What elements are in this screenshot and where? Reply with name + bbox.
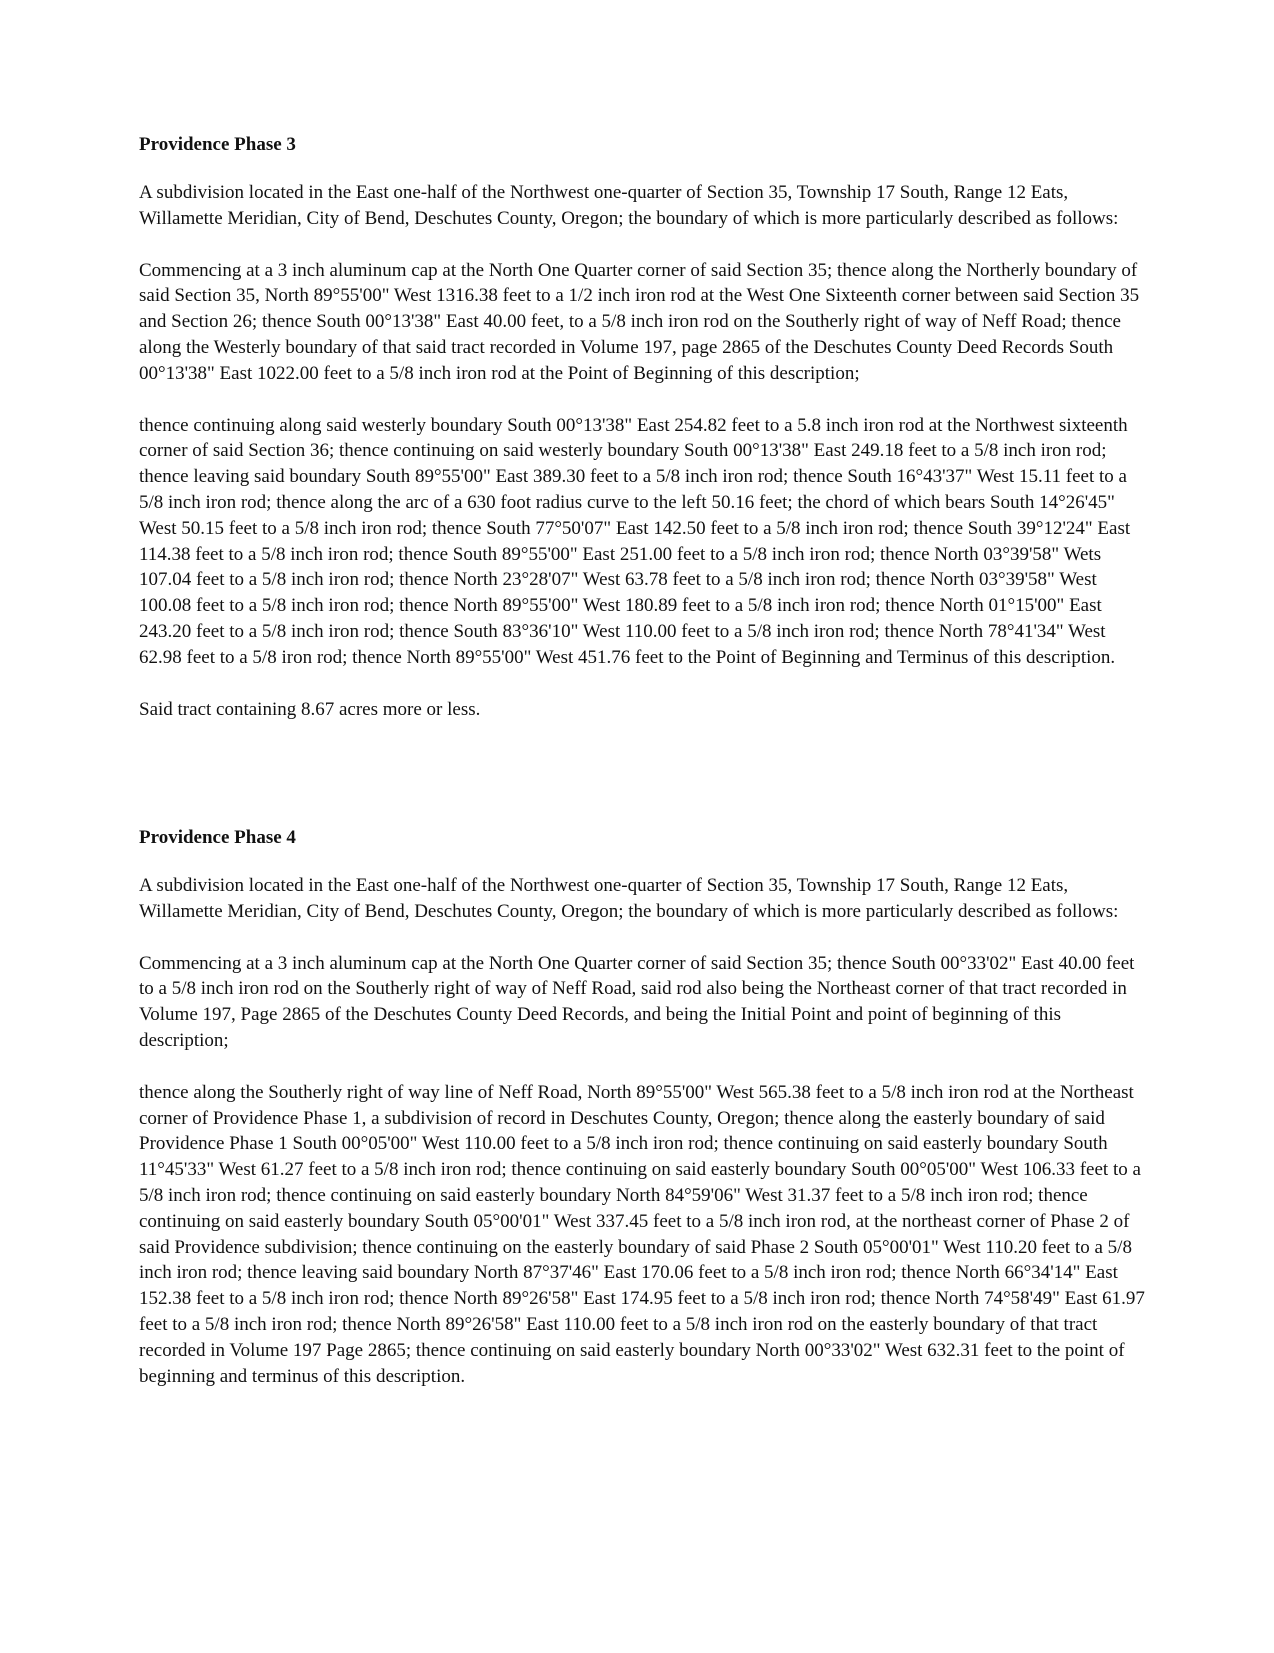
paragraph-location: A subdivision located in the East one-half of the Northwest one-quarter of Section 35, Township 17 South, Range 12 Eats, Willamette Meridian, City of Bend, Deschutes County, Oregon; the boundary of which is more particularly described as follows:: [139, 182, 1119, 229]
paragraph-acreage: Said tract containing 8.67 acres more or less.: [139, 698, 481, 720]
paragraph-commencement: Commencing at a 3 inch aluminum cap at the North One Quarter corner of said Section 35; thence South 00°33'02" East 40.00 feet to a 5/8 inch iron rod on the Southerly right of way of Neff Road, said rod also being the Northeast corner of that tract recorded in Volume 197, Page 2865 of the Deschutes County Deed Records, and being the Initial Point and point of beginning of this description;: [139, 952, 1135, 1051]
section-phase-3: [139, 132, 1149, 722]
section-heading: Providence Phase 4: [139, 827, 296, 848]
paragraph-boundary-calls: thence along the Southerly right of way line of Neff Road, North 89°55'00" West 565.38 feet to a 5/8 inch iron rod at the Northeast corner of Providence Phase 1, a subdivision of record in Deschutes County, Oregon; thence along the easterly boundary of said Providence Phase 1 South 00°05'00" West 110.00 feet to a 5/8 inch iron rod; thence continuing on said easterly boundary South 11°45'33" West 61.27 feet to a 5/8 inch iron rod; thence continuing on said easterly boundary South 00°05'00" West 106.33 feet to a 5/8 inch iron rod; thence continuing on said easterly boundary North 84°59'06" West 31.37 feet to a 5/8 inch iron rod; thence continuing on said easterly boundary South 05°00'01" West 337.45 feet to a 5/8 inch iron rod, at the northeast corner of Phase 2 of said Providence subdivision; thence continuing on the easterly boundary of said Phase 2 South 05°00'01" West 110.20 feet to a 5/8 inch iron rod; thence leaving said boundary North 87°37'46" East 170.06 feet to a 5/8 inch iron rod; thence North 66°34'14" East 152.38 feet to a 5/8 inch iron rod; thence North 89°26'58" East 174.95 feet to a 5/8 inch iron rod; thence North 74°58'49" East 61.97 feet to a 5/8 inch iron rod; thence North 89°26'58" East 110.00 feet to a 5/8 inch iron rod on the easterly boundary of that tract recorded in Volume 197 Page 2865; thence continuing on said easterly boundary North 00°33'02" West 632.31 feet to the point of beginning and terminus of this description.: [139, 1081, 1145, 1387]
paragraph-boundary-calls: thence continuing along said westerly boundary South 00°13'38" East 254.82 feet to a 5.8 inch iron rod at the Northwest sixteenth corner of said Section 36; thence continuing on said westerly boundary South 00°13'38" East 249.18 feet to a 5/8 inch iron rod; thence leaving said boundary South 89°55'00" East 389.30 feet to a 5/8 inch iron rod; thence South 16°43'37" West 15.11 feet to a 5/8 inch iron rod; thence along the arc of a 630 foot radius curve to the left 50.16 feet; the chord of which bears South 14°26'45" West 50.15 feet to a 5/8 inch iron rod; thence South 77°50'07" East 142.50 feet to a 5/8 inch iron rod; thence South 39°12'24" East 114.38 feet to a 5/8 inch iron rod; thence South 89°55'00" East 251.00 feet to a 5/8 inch iron rod; thence North 03°39'58" Wets 107.04 feet to a 5/8 inch iron rod; thence North 23°28'07" West 63.78 feet to a 5/8 inch iron rod; thence North 03°39'58" West 100.08 feet to a 5/8 inch iron rod; thence North 89°55'00" West 180.89 feet to a 5/8 inch iron rod; thence North 01°15'00" East 243.20 feet to a 5/8 inch iron rod; thence South 83°36'10" West 110.00 feet to a 5/8 inch iron rod; thence North 78°41'34" West 62.98 feet to a 5/8 iron rod; thence North 89°55'00" West 451.76 feet to the Point of Beginning and Terminus of this description.: [139, 414, 1131, 668]
paragraph-location: A subdivision located in the East one-half of the Northwest one-quarter of Section 35, Township 17 South, Range 12 Eats, Willamette Meridian, City of Bend, Deschutes County, Oregon; the boundary of which is more particularly described as follows:: [139, 875, 1119, 922]
paragraph-commencement: Commencing at a 3 inch aluminum cap at the North One Quarter corner of said Section 35; thence along the Northerly boundary of said Section 35, North 89°55'00" West 1316.38 feet to a 1/2 inch iron rod at the West One Sixteenth corner between said Section 35 and Section 26; thence South 00°13'38" East 40.00 feet, to a 5/8 inch iron rod on the Southerly right of way of Neff Road; thence along the Westerly boundary of that said tract recorded in Volume 197, page 2865 of the Deschutes County Deed Records South 00°13'38" East 1022.00 feet to a 5/8 inch iron rod at the Point of Beginning of this description;: [139, 259, 1140, 384]
section-phase-4: [139, 825, 1149, 1389]
section-heading: Providence Phase 3: [139, 134, 296, 155]
